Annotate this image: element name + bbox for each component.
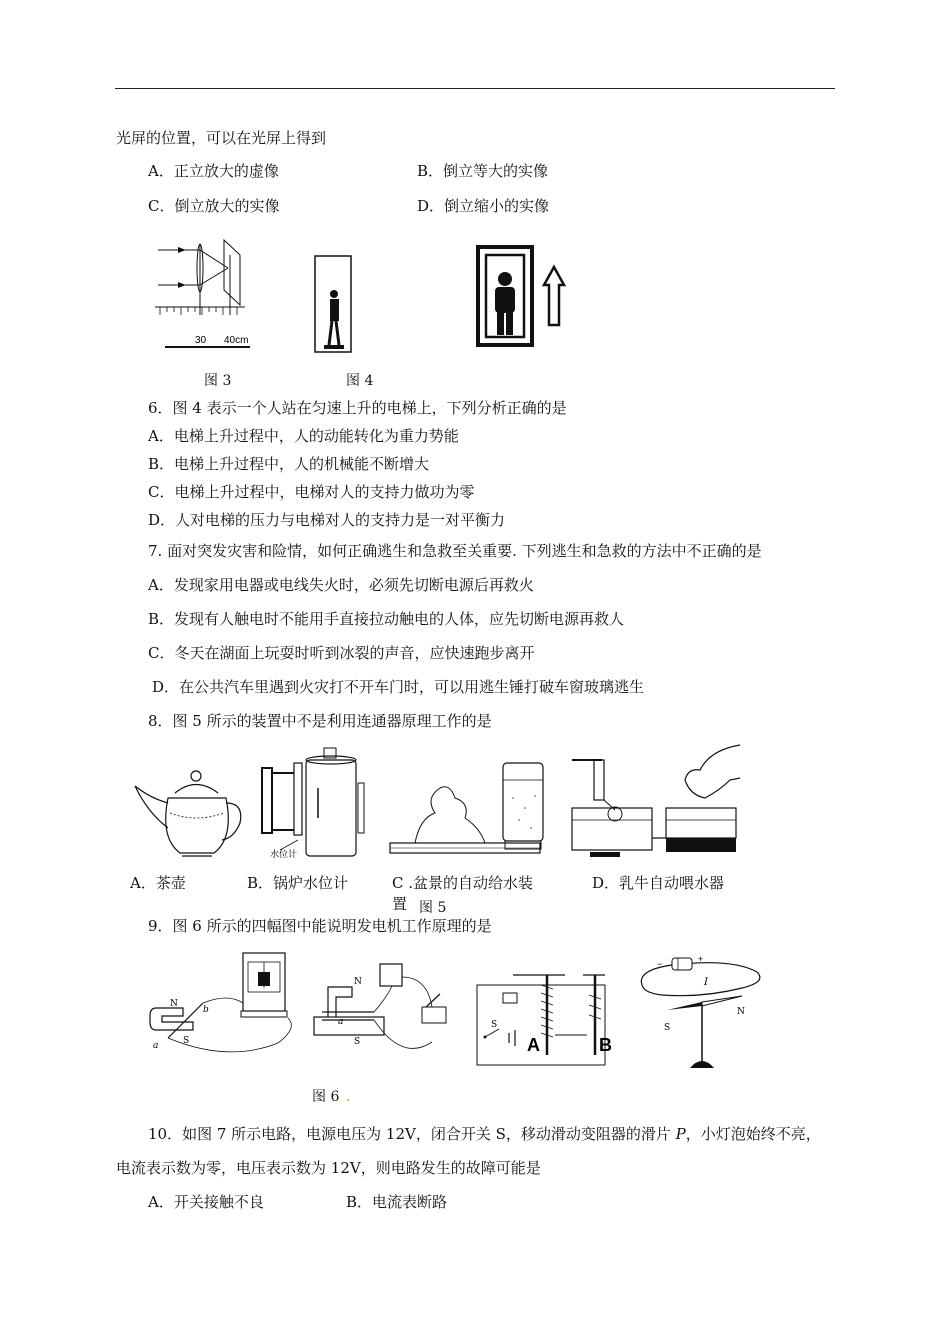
q6-stem: 6．图 4 表示一个人站在匀速上升的电梯上，下列分析正确的是	[148, 399, 567, 417]
water-gauge-label: 水位计	[270, 850, 298, 860]
fig6b-S: S	[354, 1037, 361, 1047]
fig6c-B: B	[599, 1035, 612, 1055]
q7-option-d: D．在公共汽车里遇到火灾打不开车门时，可以用逃生锤打破车窗玻璃逃生	[152, 678, 645, 696]
fig6a-S: S	[183, 1036, 190, 1046]
q8-option-c: C .盆景的自动给水装	[392, 874, 534, 892]
q10-line1: 10．如图 7 所示电路，电源电压为 12V，闭合开关 S，移动滑动变阻器的滑片 P，小灯泡始终不亮，	[148, 1125, 821, 1143]
q7-stem: 7. 面对突发灾害和险情，如何正确逃生和急救至关重要. 下列逃生和急救的方法中不正确的是	[148, 542, 762, 560]
q6-option-d: D．人对电梯的压力与电梯对人的支持力是一对平衡力	[148, 511, 506, 529]
figure-5-bonsai-water-supply	[385, 758, 555, 858]
fig6a-a: a	[153, 1041, 159, 1051]
q8-option-b: B．锅炉水位计	[247, 874, 349, 892]
fig6a-b: b	[203, 1005, 209, 1015]
q7-option-b: B．发现有人触电时不能用手直接拉动触电的人体，应先切断电源再救人	[148, 610, 625, 628]
q8-stem: 8．图 5 所示的装置中不是利用连通器原理工作的是	[148, 712, 492, 730]
fig6c-A: A	[527, 1035, 540, 1055]
figure-6-dot: .	[346, 1089, 351, 1105]
figure-5-caption: 图 5	[419, 900, 447, 916]
fig3-tick-40: 40cm	[224, 335, 249, 346]
q8-option-d: D．乳牛自动喂水器	[592, 874, 725, 892]
figure-4-elevator-person	[314, 255, 354, 355]
fig6a-N: N	[170, 999, 178, 1009]
q9-stem: 9．图 6 所示的四幅图中能说明发电机工作原理的是	[148, 917, 492, 935]
figure-3-caption: 图 3	[204, 373, 232, 389]
fig6d-S: S	[664, 1023, 671, 1033]
q6-option-b: B．电梯上升过程中，人的机械能不断增大	[148, 455, 430, 473]
figure-6-rail-circuit	[312, 962, 462, 1072]
q6-option-c: C．电梯上升过程中，电梯对人的支持力做功为零	[148, 483, 475, 501]
figure-6-generator-galvanometer	[148, 948, 300, 1068]
fig6d-I: I	[704, 977, 708, 988]
q5-option-c: C．倒立放大的实像	[148, 197, 280, 215]
q6-option-a: A．电梯上升过程中，人的动能转化为重力势能	[148, 427, 459, 445]
figure-5-teapot	[130, 768, 245, 860]
q10-option-b: B．电流表断路	[346, 1193, 448, 1211]
svg-text:−: −	[657, 959, 663, 969]
fig6b-a: a	[338, 1017, 344, 1027]
fig3-tick-30: 30	[195, 335, 207, 346]
q7-option-a: A．发现家用电器或电线失火时，必须先切断电源后再救火	[148, 576, 534, 594]
q5-option-b: B．倒立等大的实像	[417, 162, 549, 180]
q5-stem: 光屏的位置，可以在光屏上得到	[116, 129, 327, 147]
q5-option-a: A．正立放大的虚像	[148, 162, 279, 180]
figure-6-caption: 图 6	[312, 1089, 340, 1105]
fig6d-N: N	[737, 1007, 745, 1017]
fig6c-S: S	[491, 1020, 498, 1030]
figure-6-compass-wire	[632, 950, 767, 1075]
q7-option-c: C．冬天在湖面上玩耍时听到冰裂的声音，应快速跑步离开	[148, 644, 535, 662]
q10-line2: 电流表示数为零，电压表示数为 12V，则电路发生的故障可能是	[116, 1159, 541, 1177]
figure-5-cow-water-feeder	[570, 740, 740, 858]
q8-option-a: A．茶壶	[130, 874, 186, 892]
figure-person-image-arrow	[476, 245, 576, 350]
fig6b-N: N	[354, 977, 362, 987]
figure-5-boiler-gauge	[258, 748, 373, 860]
q10-option-a: A．开关接触不良	[148, 1193, 264, 1211]
header-rule	[115, 88, 835, 89]
figure-3-lens-diagram	[150, 235, 260, 355]
figure-6-electromagnets	[475, 965, 625, 1075]
q5-option-d: D．倒立缩小的实像	[417, 197, 550, 215]
figure-4-caption: 图 4	[346, 373, 374, 389]
svg-text:+: +	[698, 954, 704, 964]
q8-option-c-cont: 置	[392, 895, 408, 913]
